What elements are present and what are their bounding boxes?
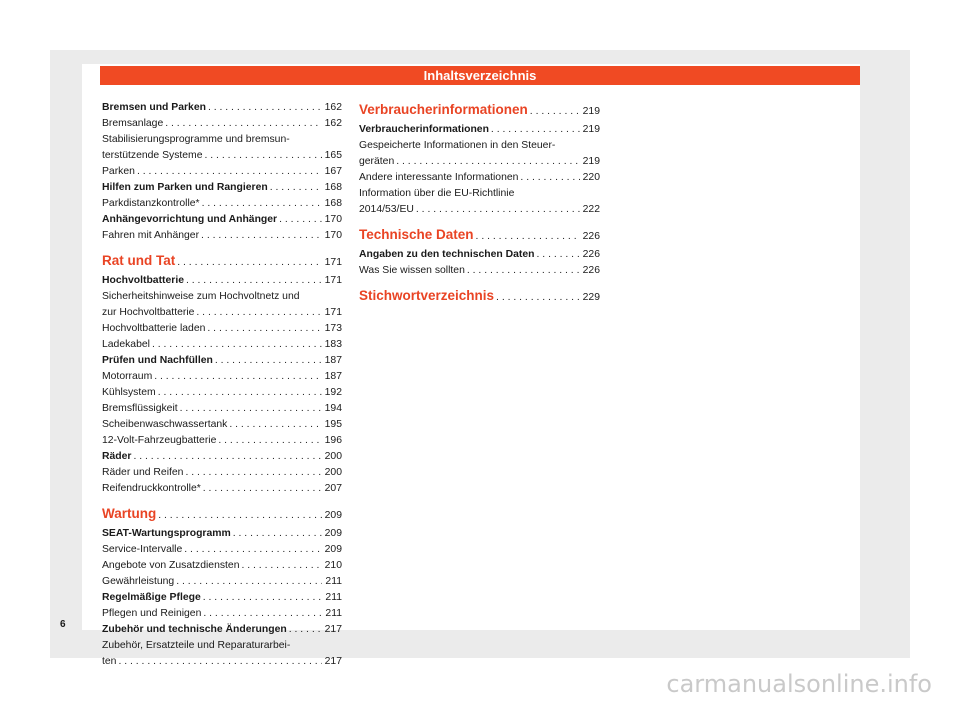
toc-entry-title: Scheibenwaschwassertank (102, 419, 228, 430)
toc-page-number: 192 (324, 387, 342, 398)
toc-leader-dots (133, 449, 321, 465)
toc-entry[interactable] (102, 417, 342, 433)
toc-page-number: 211 (325, 608, 342, 619)
toc-entry[interactable] (359, 170, 600, 186)
toc-leader-dots (416, 202, 580, 218)
toc-entry[interactable] (102, 116, 342, 132)
toc-page-number: 194 (324, 403, 342, 414)
toc-page-number: 168 (324, 198, 342, 209)
page-header-title: Inhaltsverzeichnis (423, 68, 537, 83)
toc-section[interactable] (102, 526, 342, 542)
toc-page-number: 229 (582, 292, 600, 303)
toc-left-column (102, 100, 342, 670)
toc-entry[interactable] (102, 465, 342, 481)
toc-entry[interactable] (102, 401, 342, 417)
toc-entry-title: Zubehör und technische Änderungen (102, 624, 287, 635)
toc-chapter[interactable] (359, 225, 600, 247)
toc-leader-dots (530, 102, 580, 122)
toc-page-number: 171 (324, 275, 342, 286)
toc-entry[interactable] (102, 574, 342, 590)
toc-leader-dots (158, 506, 321, 526)
toc-entry-title: Motorraum (102, 371, 153, 382)
toc-entry-title: Ladekabel (102, 339, 150, 350)
toc-entry-title: Stichwortverzeichnis (359, 288, 495, 303)
toc-leader-dots (491, 122, 580, 138)
toc-entry[interactable] (102, 289, 342, 321)
toc-page-number: 162 (324, 118, 342, 129)
toc-page-number: 209 (324, 544, 342, 555)
toc-entry-title: Wartung (102, 506, 157, 521)
toc-section[interactable] (102, 590, 342, 606)
toc-page-number: 209 (324, 528, 342, 539)
toc-page-number: 162 (324, 102, 342, 113)
toc-chapter[interactable] (102, 504, 342, 526)
toc-page-number: 222 (582, 204, 600, 215)
toc-entry-title-line1: Stabilisierungsprogramme und bremsun- (102, 134, 290, 145)
toc-leader-dots (205, 148, 322, 164)
toc-page-number: 171 (324, 307, 342, 318)
toc-page-number: 200 (324, 451, 342, 462)
toc-leader-dots (229, 417, 321, 433)
toc-entry-title: Reifendruckkontrolle* (102, 483, 201, 494)
toc-entry-title: geräten (359, 156, 395, 167)
toc-page-number: 207 (324, 483, 342, 494)
toc-page-number: 219 (582, 156, 600, 167)
toc-leader-dots (154, 369, 321, 385)
toc-page-number: 219 (582, 124, 600, 135)
toc-leader-dots (184, 542, 321, 558)
toc-entry[interactable] (359, 263, 600, 279)
toc-entry-title: Prüfen und Nachfüllen (102, 355, 213, 366)
toc-entry-title: Service-Intervalle (102, 544, 183, 555)
toc-leader-dots (537, 247, 580, 263)
toc-leader-dots (165, 116, 321, 132)
toc-leader-dots (396, 154, 579, 170)
toc-page-number: 210 (324, 560, 342, 571)
page-header-bar (100, 66, 860, 85)
toc-entry-title: Parken (102, 166, 135, 177)
toc-entry-title: terstützende Systeme (102, 150, 203, 161)
toc-chapter[interactable] (102, 251, 342, 273)
toc-entry-title-line1: Zubehör, Ersatzteile und Reparaturarbei- (102, 640, 291, 651)
page-number: 6 (60, 619, 66, 630)
toc-entry[interactable] (102, 481, 342, 497)
toc-entry-title: ten (102, 656, 117, 667)
toc-chapter[interactable] (359, 100, 600, 122)
toc-entry[interactable] (102, 606, 342, 622)
toc-chapter[interactable] (359, 286, 600, 308)
toc-entry-title: Fahren mit Anhänger (102, 230, 200, 241)
toc-section[interactable] (102, 212, 342, 228)
toc-entry[interactable] (359, 138, 600, 170)
toc-entry-title: Hilfen zum Parken und Rangieren (102, 182, 268, 193)
toc-leader-dots (270, 180, 322, 196)
toc-entry[interactable] (102, 433, 342, 449)
toc-entry-title: Anhängevorrichtung und Anhänger (102, 214, 278, 225)
toc-entry-title: Hochvoltbatterie (102, 275, 184, 286)
toc-page-number: 209 (324, 510, 342, 521)
toc-entry-title: Parkdistanzkontrolle* (102, 198, 200, 209)
toc-entry-title: Angaben zu den technischen Daten (359, 249, 535, 260)
toc-page-number: 226 (582, 265, 600, 276)
toc-page-number: 183 (324, 339, 342, 350)
toc-entry[interactable] (102, 132, 342, 164)
toc-page-number: 170 (324, 230, 342, 241)
toc-entry[interactable] (102, 164, 342, 180)
toc-leader-dots (241, 558, 321, 574)
toc-entry-title: Bremsanlage (102, 118, 164, 129)
toc-entry-title: Verbraucherinformationen (359, 102, 528, 117)
toc-leader-dots (279, 212, 322, 228)
toc-page-number: 165 (324, 150, 342, 161)
toc-page-number: 173 (324, 323, 342, 334)
toc-leader-dots (289, 622, 322, 638)
toc-leader-dots (196, 305, 321, 321)
toc-section[interactable] (359, 122, 600, 138)
toc-page-number: 187 (324, 355, 342, 366)
toc-page-number: 171 (324, 257, 342, 268)
toc-entry-title: 2014/53/EU (359, 204, 414, 215)
toc-entry[interactable] (359, 186, 600, 218)
toc-leader-dots (202, 196, 322, 212)
toc-leader-dots (201, 228, 322, 244)
toc-leader-dots (180, 401, 322, 417)
toc-leader-dots (185, 465, 321, 481)
toc-page-number: 217 (324, 656, 342, 667)
toc-leader-dots (118, 654, 321, 670)
toc-entry-title: 12-Volt-Fahrzeugbatterie (102, 435, 217, 446)
toc-leader-dots (176, 574, 322, 590)
toc-entry-title: SEAT-Wartungsprogramm (102, 528, 231, 539)
toc-entry-title: Rat und Tat (102, 253, 176, 268)
toc-page-number: 170 (324, 214, 342, 225)
toc-entry-title-line1: Information über die EU-Richtlinie (359, 188, 515, 199)
toc-section[interactable] (359, 247, 600, 263)
toc-leader-dots (207, 321, 321, 337)
toc-entry[interactable] (102, 369, 342, 385)
toc-entry[interactable] (102, 558, 342, 574)
toc-entry-title-line1: Gespeicherte Informationen in den Steuer- (359, 140, 556, 151)
toc-leader-dots (215, 353, 322, 369)
toc-page-number: 167 (324, 166, 342, 177)
toc-entry-title: Hochvoltbatterie laden (102, 323, 206, 334)
toc-section[interactable] (102, 100, 342, 116)
toc-entry-title: Angebote von Zusatzdiensten (102, 560, 240, 571)
toc-entry[interactable] (102, 638, 342, 670)
toc-leader-dots (208, 100, 322, 116)
toc-leader-dots (177, 253, 321, 273)
toc-entry[interactable] (102, 228, 342, 244)
toc-leader-dots (158, 385, 322, 401)
toc-page-number: 226 (582, 249, 600, 260)
toc-leader-dots (496, 288, 580, 308)
toc-entry[interactable] (102, 337, 342, 353)
toc-entry-title: Pflegen und Reinigen (102, 608, 202, 619)
toc-section[interactable] (102, 353, 342, 369)
toc-entry-title: zur Hochvoltbatterie (102, 307, 195, 318)
toc-page-number: 211 (325, 576, 342, 587)
toc-page-number: 226 (582, 231, 600, 242)
toc-section[interactable] (102, 273, 342, 289)
toc-leader-dots (152, 337, 322, 353)
toc-leader-dots (203, 590, 323, 606)
toc-leader-dots (520, 170, 579, 186)
toc-entry-title-line1: Sicherheitshinweise zum Hochvoltnetz und (102, 291, 300, 302)
toc-page-number: 187 (324, 371, 342, 382)
toc-entry-title: Verbraucherinformationen (359, 124, 489, 135)
toc-right-column (359, 100, 600, 308)
toc-leader-dots (467, 263, 580, 279)
toc-entry-title: Räder und Reifen (102, 467, 184, 478)
watermark: carmanualsonline.info (666, 670, 932, 698)
toc-entry[interactable] (102, 196, 342, 212)
toc-page-number: 196 (324, 435, 342, 446)
toc-entry[interactable] (102, 385, 342, 401)
toc-section[interactable] (102, 622, 342, 638)
toc-leader-dots (476, 227, 580, 247)
toc-leader-dots (203, 481, 322, 497)
toc-entry[interactable] (102, 321, 342, 337)
toc-leader-dots (137, 164, 322, 180)
toc-entry-title: Andere interessante Informationen (359, 172, 519, 183)
toc-section[interactable] (102, 180, 342, 196)
toc-entry-title: Bremsen und Parken (102, 102, 206, 113)
toc-entry-title: Kühlsystem (102, 387, 156, 398)
toc-page-number: 217 (324, 624, 342, 635)
toc-page-number: 219 (582, 106, 600, 117)
toc-entry-title: Was Sie wissen sollten (359, 265, 465, 276)
toc-entry-title: Gewährleistung (102, 576, 175, 587)
toc-leader-dots (233, 526, 322, 542)
toc-leader-dots (203, 606, 322, 622)
toc-page-number: 195 (324, 419, 342, 430)
toc-page-number: 200 (324, 467, 342, 478)
toc-page-number: 211 (325, 592, 342, 603)
toc-leader-dots (218, 433, 321, 449)
toc-entry-title: Regelmäßige Pflege (102, 592, 201, 603)
toc-section[interactable] (102, 449, 342, 465)
toc-entry-title: Bremsflüssigkeit (102, 403, 178, 414)
toc-leader-dots (186, 273, 322, 289)
toc-entry-title: Technische Daten (359, 227, 474, 242)
toc-page-number: 168 (324, 182, 342, 193)
toc-page-number: 220 (582, 172, 600, 183)
toc-entry[interactable] (102, 542, 342, 558)
toc-entry-title: Räder (102, 451, 132, 462)
